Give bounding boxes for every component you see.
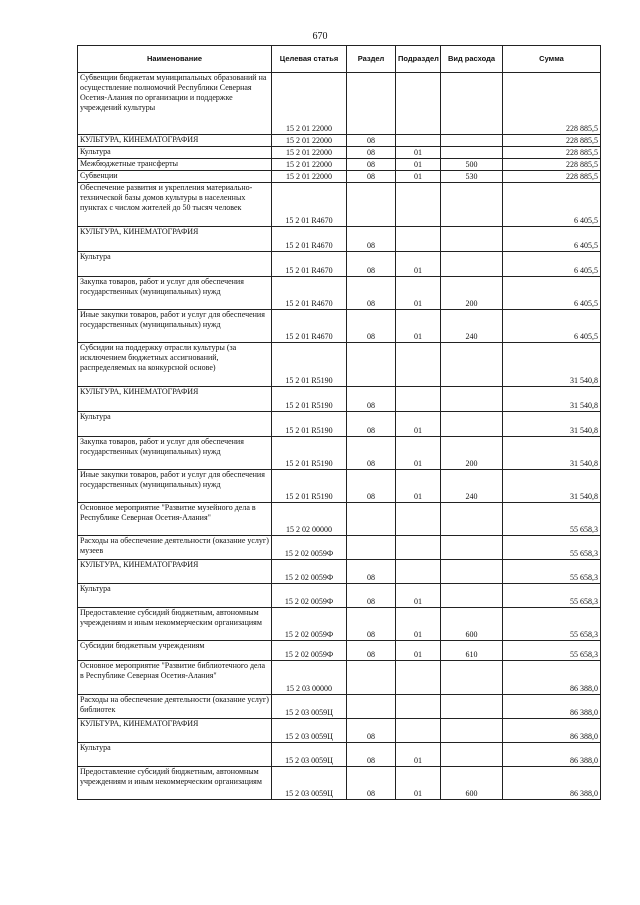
cell-subsection — [396, 719, 441, 743]
table-row — [78, 503, 601, 536]
cell-sum: 6 405,5 — [503, 252, 601, 277]
cell-section — [347, 536, 396, 560]
cell-type — [441, 536, 503, 560]
cell-sum: 228 885,5 — [503, 147, 601, 159]
cell-type — [441, 147, 503, 159]
cell-sum: 228 885,5 — [503, 159, 601, 171]
header-code: Целевая статья — [272, 46, 347, 73]
cell-name: Закупка товаров, работ и услуг для обеспечения государственных (муниципальных) нужд — [78, 277, 272, 310]
cell-subsection: 01 — [396, 767, 441, 800]
cell-type — [441, 412, 503, 437]
table-row — [78, 608, 601, 641]
table-row — [78, 437, 601, 470]
cell-section — [347, 661, 396, 695]
cell-subsection: 01 — [396, 159, 441, 171]
cell-subsection: 01 — [396, 147, 441, 159]
cell-type — [441, 135, 503, 147]
cell-type — [441, 584, 503, 608]
cell-type: 240 — [441, 470, 503, 503]
cell-name: КУЛЬТУРА, КИНЕМАТОГРАФИЯ — [78, 387, 272, 412]
cell-type — [441, 719, 503, 743]
cell-sum: 228 885,5 — [503, 171, 601, 183]
cell-name: Предоставление субсидий бюджетным, автономным учреждениям и иным некоммерческим организациям — [78, 608, 272, 641]
table-row — [78, 252, 601, 277]
cell-type — [441, 227, 503, 252]
table-row — [78, 412, 601, 437]
cell-section — [347, 695, 396, 719]
cell-subsection — [396, 227, 441, 252]
cell-type: 240 — [441, 310, 503, 343]
table-row — [78, 171, 601, 183]
cell-section — [347, 183, 396, 227]
table-row — [78, 135, 601, 147]
page-number: 670 — [312, 31, 328, 42]
cell-name: Расходы на обеспечение деятельности (оказание услуг) музеев — [78, 536, 272, 560]
cell-sum: 6 405,5 — [503, 277, 601, 310]
cell-section — [347, 73, 396, 135]
cell-section: 08 — [347, 608, 396, 641]
cell-sum: 31 540,8 — [503, 437, 601, 470]
cell-sum: 86 388,0 — [503, 719, 601, 743]
cell-name: Основное мероприятие "Развитие музейного дела в Республике Северная Осетия-Алания" — [78, 503, 272, 536]
cell-name: Культура — [78, 252, 272, 277]
header-type: Вид расхода — [441, 46, 503, 73]
table-row — [78, 159, 601, 171]
cell-code: 15 2 01 22000 — [272, 147, 347, 159]
cell-name: Культура — [78, 147, 272, 159]
cell-sum: 86 388,0 — [503, 743, 601, 767]
cell-code: 15 2 02 0059Ф — [272, 584, 347, 608]
cell-name: Субвенции — [78, 171, 272, 183]
cell-name: Культура — [78, 584, 272, 608]
cell-code: 15 2 01 22000 — [272, 171, 347, 183]
cell-section: 08 — [347, 277, 396, 310]
cell-type: 500 — [441, 159, 503, 171]
cell-code: 15 2 03 0059Ц — [272, 767, 347, 800]
table-row — [78, 584, 601, 608]
cell-type — [441, 73, 503, 135]
cell-type — [441, 661, 503, 695]
header-row — [78, 46, 601, 73]
cell-subsection — [396, 183, 441, 227]
cell-code: 15 2 01 R4670 — [272, 252, 347, 277]
cell-subsection — [396, 503, 441, 536]
table-row — [78, 227, 601, 252]
cell-code: 15 2 01 22000 — [272, 73, 347, 135]
cell-code: 15 2 01 R4670 — [272, 310, 347, 343]
cell-name: Основное мероприятие "Развитие библиотечного дела в Республике Северная Осетия-Алания" — [78, 661, 272, 695]
cell-subsection: 01 — [396, 608, 441, 641]
cell-section: 08 — [347, 641, 396, 661]
cell-name: КУЛЬТУРА, КИНЕМАТОГРАФИЯ — [78, 135, 272, 147]
cell-subsection: 01 — [396, 310, 441, 343]
header-name: Наименование — [78, 46, 272, 73]
cell-type — [441, 503, 503, 536]
cell-subsection: 01 — [396, 171, 441, 183]
cell-name: Расходы на обеспечение деятельности (оказание услуг) библиотек — [78, 695, 272, 719]
table-row — [78, 183, 601, 227]
cell-code: 15 2 03 0059Ц — [272, 719, 347, 743]
cell-sum: 228 885,5 — [503, 73, 601, 135]
cell-type: 200 — [441, 437, 503, 470]
cell-section: 08 — [347, 470, 396, 503]
cell-subsection — [396, 73, 441, 135]
cell-name: Обеспечение развития и укрепления материально-технической базы домов культуры в населенных пунктах с числом жителей до 50 тысяч человек — [78, 183, 272, 227]
cell-type — [441, 560, 503, 584]
cell-code: 15 2 01 R5190 — [272, 387, 347, 412]
cell-code: 15 2 01 R5190 — [272, 343, 347, 387]
cell-name: Культура — [78, 412, 272, 437]
cell-code: 15 2 01 R4670 — [272, 227, 347, 252]
cell-code: 15 2 01 R5190 — [272, 412, 347, 437]
table-row — [78, 387, 601, 412]
cell-sum: 55 658,3 — [503, 536, 601, 560]
table-body — [78, 73, 601, 800]
cell-sum: 228 885,5 — [503, 135, 601, 147]
cell-type: 610 — [441, 641, 503, 661]
cell-section: 08 — [347, 147, 396, 159]
cell-section: 08 — [347, 159, 396, 171]
cell-subsection: 01 — [396, 641, 441, 661]
table-row — [78, 641, 601, 661]
cell-sum: 55 658,3 — [503, 641, 601, 661]
table-row — [78, 147, 601, 159]
cell-name: Субсидии на поддержку отрасли культуры (за исключением бюджетных ассигнований, распределяемых на конкурсной основе) — [78, 343, 272, 387]
cell-type: 200 — [441, 277, 503, 310]
cell-subsection — [396, 135, 441, 147]
cell-code: 15 2 03 0059Ц — [272, 695, 347, 719]
cell-code: 15 2 01 R4670 — [272, 183, 347, 227]
table-row — [78, 536, 601, 560]
cell-sum: 86 388,0 — [503, 661, 601, 695]
cell-type: 600 — [441, 767, 503, 800]
cell-sum: 31 540,8 — [503, 470, 601, 503]
cell-type — [441, 343, 503, 387]
cell-sum: 86 388,0 — [503, 767, 601, 800]
cell-type — [441, 695, 503, 719]
cell-subsection — [396, 695, 441, 719]
cell-code: 15 2 02 0059Ф — [272, 608, 347, 641]
cell-sum: 6 405,5 — [503, 227, 601, 252]
cell-section: 08 — [347, 412, 396, 437]
cell-code: 15 2 02 0059Ф — [272, 536, 347, 560]
cell-subsection: 01 — [396, 437, 441, 470]
table-row — [78, 73, 601, 135]
cell-type: 600 — [441, 608, 503, 641]
cell-section: 08 — [347, 387, 396, 412]
cell-name: КУЛЬТУРА, КИНЕМАТОГРАФИЯ — [78, 719, 272, 743]
cell-name: КУЛЬТУРА, КИНЕМАТОГРАФИЯ — [78, 560, 272, 584]
cell-code: 15 2 01 22000 — [272, 159, 347, 171]
table-row — [78, 560, 601, 584]
cell-code: 15 2 02 0059Ф — [272, 560, 347, 584]
table-row — [78, 470, 601, 503]
cell-subsection: 01 — [396, 584, 441, 608]
cell-sum: 31 540,8 — [503, 412, 601, 437]
cell-sum: 55 658,3 — [503, 560, 601, 584]
cell-sum: 55 658,3 — [503, 608, 601, 641]
header-subsection: Подраздел — [396, 46, 441, 73]
table-row — [78, 743, 601, 767]
cell-name: Субсидии бюджетным учреждениям — [78, 641, 272, 661]
table-row — [78, 719, 601, 743]
cell-type: 530 — [441, 171, 503, 183]
cell-subsection: 01 — [396, 470, 441, 503]
cell-subsection — [396, 661, 441, 695]
cell-sum: 86 388,0 — [503, 695, 601, 719]
cell-section: 08 — [347, 584, 396, 608]
cell-section: 08 — [347, 719, 396, 743]
cell-name: Иные закупки товаров, работ и услуг для обеспечения государственных (муниципальных) нужд — [78, 310, 272, 343]
cell-name: Закупка товаров, работ и услуг для обеспечения государственных (муниципальных) нужд — [78, 437, 272, 470]
cell-name: Иные закупки товаров, работ и услуг для обеспечения государственных (муниципальных) нужд — [78, 470, 272, 503]
cell-section: 08 — [347, 767, 396, 800]
cell-name: Субвенции бюджетам муниципальных образований на осуществление полномочий Республики Северная Осетия-Алания по организации и поддержке учреждений культуры — [78, 73, 272, 135]
cell-name: Межбюджетные трансферты — [78, 159, 272, 171]
cell-section: 08 — [347, 171, 396, 183]
cell-name: КУЛЬТУРА, КИНЕМАТОГРАФИЯ — [78, 227, 272, 252]
header-sum: Сумма — [503, 46, 601, 73]
cell-subsection: 01 — [396, 743, 441, 767]
cell-subsection: 01 — [396, 252, 441, 277]
cell-code: 15 2 02 00000 — [272, 503, 347, 536]
table-row — [78, 277, 601, 310]
cell-code: 15 2 01 22000 — [272, 135, 347, 147]
cell-sum: 31 540,8 — [503, 387, 601, 412]
cell-section — [347, 503, 396, 536]
cell-type — [441, 252, 503, 277]
cell-section: 08 — [347, 252, 396, 277]
cell-code: 15 2 03 00000 — [272, 661, 347, 695]
cell-section: 08 — [347, 743, 396, 767]
cell-subsection — [396, 536, 441, 560]
table-row — [78, 767, 601, 800]
cell-code: 15 2 01 R4670 — [272, 277, 347, 310]
table-row — [78, 343, 601, 387]
cell-code: 15 2 01 R5190 — [272, 470, 347, 503]
cell-subsection: 01 — [396, 412, 441, 437]
cell-name: Предоставление субсидий бюджетным, автономным учреждениям и иным некоммерческим организациям — [78, 767, 272, 800]
cell-code: 15 2 02 0059Ф — [272, 641, 347, 661]
cell-section: 08 — [347, 560, 396, 584]
cell-sum: 31 540,8 — [503, 343, 601, 387]
cell-type — [441, 743, 503, 767]
cell-subsection — [396, 560, 441, 584]
header-section: Раздел — [347, 46, 396, 73]
cell-sum: 6 405,5 — [503, 183, 601, 227]
cell-type — [441, 387, 503, 412]
cell-sum: 55 658,3 — [503, 503, 601, 536]
cell-sum: 6 405,5 — [503, 310, 601, 343]
cell-code: 15 2 01 R5190 — [272, 437, 347, 470]
table-row — [78, 695, 601, 719]
budget-table — [77, 45, 601, 800]
cell-section: 08 — [347, 135, 396, 147]
cell-subsection: 01 — [396, 277, 441, 310]
cell-section: 08 — [347, 227, 396, 252]
cell-code: 15 2 03 0059Ц — [272, 743, 347, 767]
cell-subsection — [396, 343, 441, 387]
table-row — [78, 310, 601, 343]
cell-section: 08 — [347, 437, 396, 470]
cell-section — [347, 343, 396, 387]
cell-subsection — [396, 387, 441, 412]
table-row — [78, 661, 601, 695]
cell-sum: 55 658,3 — [503, 584, 601, 608]
cell-type — [441, 183, 503, 227]
cell-name: Культура — [78, 743, 272, 767]
cell-section: 08 — [347, 310, 396, 343]
